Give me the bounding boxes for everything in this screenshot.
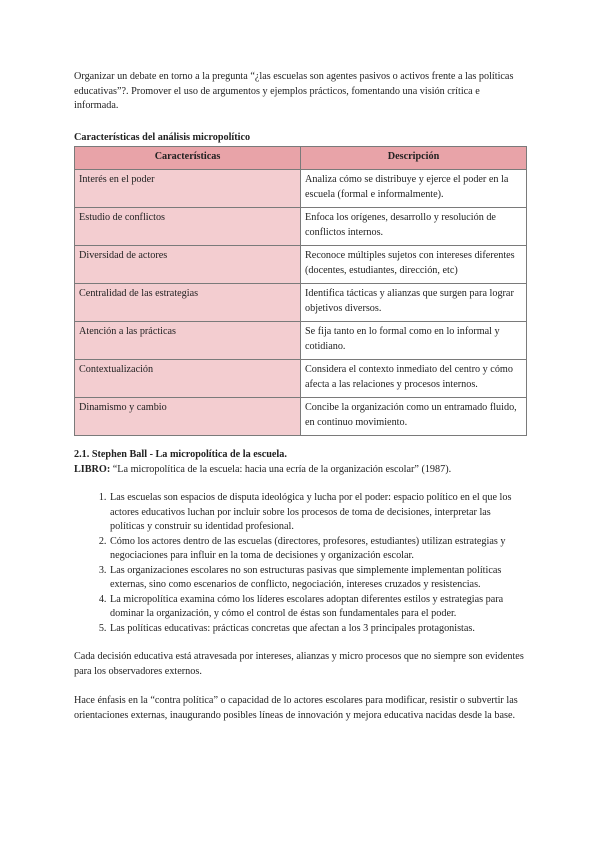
characteristic-cell: Estudio de conflictos	[75, 208, 301, 246]
page-content	[74, 70, 526, 723]
description-cell: Se fija tanto en lo formal como en lo informal y cotidiano.	[301, 322, 527, 360]
characteristic-cell: Diversidad de actores	[75, 246, 301, 284]
table-row	[75, 398, 527, 436]
numbered-list	[74, 491, 526, 636]
description-cell: Reconoce múltiples sujetos con intereses diferentes (docentes, estudiantes, dirección, etc)	[301, 246, 527, 284]
table-header-row	[75, 147, 527, 170]
characteristic-cell: Centralidad de las estrategias	[75, 284, 301, 322]
table-row	[75, 170, 527, 208]
characteristic-cell: Atención a las prácticas	[75, 322, 301, 360]
book-title: “La micropolítica de la escuela: hacia una ecría de la organización escolar” (1987).	[110, 463, 452, 475]
table-row	[75, 208, 527, 246]
micropolitics-table	[74, 146, 527, 436]
description-cell: Enfoca los orígenes, desarrollo y resolución de conflictos internos.	[301, 208, 527, 246]
intro-paragraph: Organizar un debate en torno a la pregunta “¿las escuelas son agentes pasivos o activos frente a las políticas educativas”?. Promover el uso de argumentos y ejemplos prácticos, fomentando una visión crítica e informada.	[74, 71, 514, 111]
list-item: 4. La micropolítica examina cómo los líderes escolares adoptan diferentes estilos y estrategias para dominar la organización, y cómo el control de éstas son fundamentales para el poder.	[109, 593, 526, 622]
description-cell: Identifica tácticas y alianzas que surgen para lograr objetivos diversos.	[301, 284, 527, 322]
table-row	[75, 246, 527, 284]
list-item: 3. Las organizaciones escolares no son estructuras pasivas que simplemente implementan políticas externas, sino como escenarios de conflicto, negociación, intereses cruzados y resistencias.	[109, 564, 526, 593]
header-description: Descripción	[301, 147, 527, 170]
section-title: 2.1. Stephen Ball - La micropolítica de la escuela.	[74, 449, 287, 460]
list-item: 1. Las escuelas son espacios de disputa ideológica y lucha por el poder: espacio político en el que los actores educativos luchan por incluir sobre los procesos de toma de decisiones, interpretar las políticas y construir su identidad profesional.	[109, 491, 526, 535]
paragraph: Hace énfasis en la “contra política” o capacidad de lo actores escolares para modificar, resistir o subvertir las orientaciones externas, inaugurando posibles líneas de innovación y mejora educativa nacidas desde la base.	[74, 695, 518, 721]
description-cell: Analiza cómo se distribuye y ejerce el poder en la escuela (formal e informalmente).	[301, 170, 527, 208]
table-row	[75, 360, 527, 398]
description-cell: Considera el contexto inmediato del centro y cómo afecta a las relaciones y procesos internos.	[301, 360, 527, 398]
book-label: LIBRO:	[74, 463, 111, 475]
table-title: Características del análisis micropolítico	[74, 131, 251, 143]
characteristic-cell: Dinamismo y cambio	[75, 398, 301, 436]
description-cell: Concibe la organización como un entramado fluido, en continuo movimiento.	[301, 398, 527, 436]
paragraph: Cada decisión educativa está atravesada por intereses, alianzas y micro procesos que no siempre son evidentes para los observadores externos.	[74, 651, 524, 677]
characteristic-cell: Interés en el poder	[75, 170, 301, 208]
table-row	[75, 284, 527, 322]
list-item: 2. Cómo los actores dentro de las escuelas (directores, profesores, estudiantes) utilizan estrategias y negociaciones para influir en la toma de decisiones y organización escolar.	[109, 535, 526, 564]
book-reference	[74, 463, 526, 478]
list-item: 5. Las políticas educativas: prácticas concretas que afectan a los 3 principales protagonistas.	[109, 622, 526, 637]
header-characteristics: Características	[75, 147, 301, 170]
characteristic-cell: Contextualización	[75, 360, 301, 398]
table-row	[75, 322, 527, 360]
